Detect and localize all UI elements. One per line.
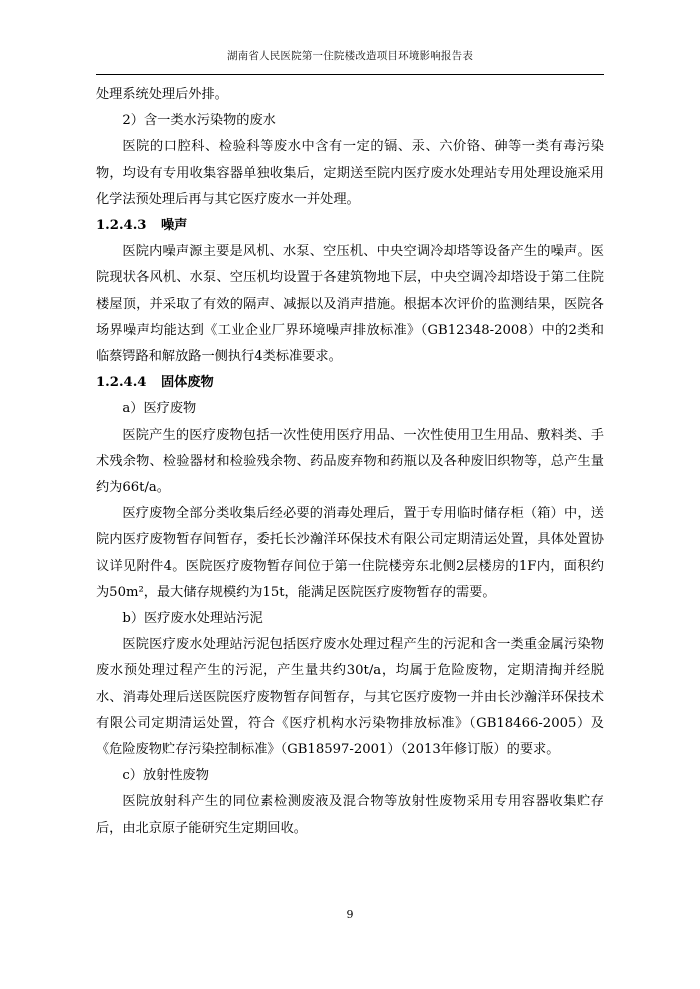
paragraph: c）放射性废物 — [122, 768, 209, 784]
paragraph: b）医疗废水处理站污泥 — [122, 611, 263, 627]
section-heading — [96, 370, 604, 396]
paragraph: 医院放射科产生的同位素检测废液及混合物等放射性废物采用专用容器收集贮存后，由北京原子能研究生定期回收。 — [96, 794, 604, 836]
paragraph: 医院内噪声源主要是风机、水泵、空压机、中央空调冷却塔等设备产生的噪声。医院现状各风机、水泵、空压机均设置于各建筑物地下层，中央空调冷却塔设于第二住院楼屋顶，并采取了有效的隔声、减振以及消声措施。根据本次评价的监测结果，医院各场界噪声均能达到《工业企业厂界环境噪声排放标准》（GB12348-2008）中的2类和临蔡锷路和解放路一侧执行4类标准要求。 — [96, 244, 604, 365]
paragraph: a）医疗废物 — [122, 401, 197, 417]
page-header: 湖南省人民医院第一住院楼改造项目环境影响报告表 — [226, 50, 474, 62]
document-body — [96, 82, 604, 842]
paragraph: 医院产生的医疗废物包括一次性使用医疗用品、一次性使用卫生用品、敷料类、手术残余物、检验器材和检验残余物、药品废弃物和药瓶以及各种废旧织物等，总产生量约为66t/a。 — [96, 427, 604, 496]
section-number: 1.2.4.4 — [96, 375, 147, 391]
paragraph: 2）含一类水污染物的废水 — [122, 113, 276, 129]
page-number: 9 — [346, 908, 354, 921]
section-title: 固体废物 — [161, 375, 214, 391]
header-rule — [96, 74, 604, 75]
paragraph: 处理系统处理后外排。 — [96, 87, 228, 102]
paragraph: 医疗废物全部分类收集后经必要的消毒处理后，置于专用临时储存柜（箱）中，送院内医疗废物暂存间暂存，委托长沙瀚洋环保技术有限公司定期清运处置，具体处置协议详见附件4。医院医疗废物暂存间位于第一住院楼旁东北侧2层楼房的1F内，面积约为50m²，最大储存规模约为15t，能满足医院医疗废物暂存的需要。 — [96, 506, 604, 600]
paragraph: 医院的口腔科、检验科等废水中含有一定的镉、汞、六价铬、砷等一类有毒污染物，均设有专用收集容器单独收集后，定期送至院内医疗废水处理站专用处理设施采用化学法预处理后再与其它医疗废水一并处理。 — [96, 139, 604, 207]
paragraph: 医院医疗废水处理站污泥包括医疗废水处理过程产生的污泥和含一类重金属污染物废水预处理过程产生的污泥，产生量共约30t/a，均属于危险废物，定期清掏并经脱水、消毒处理后送医院医疗废物暂存间暂存，与其它医疗废物一并由长沙瀚洋环保技术有限公司定期清运处置，符合《医疗机构水污染物排放标准》（GB18466-2005）及《危险废物贮存污染控制标准》（GB18597-2001）（2013年修订版）的要求。 — [96, 637, 604, 758]
section-title: 噪声 — [161, 218, 188, 234]
section-number: 1.2.4.3 — [96, 218, 147, 234]
section-heading — [96, 213, 604, 239]
